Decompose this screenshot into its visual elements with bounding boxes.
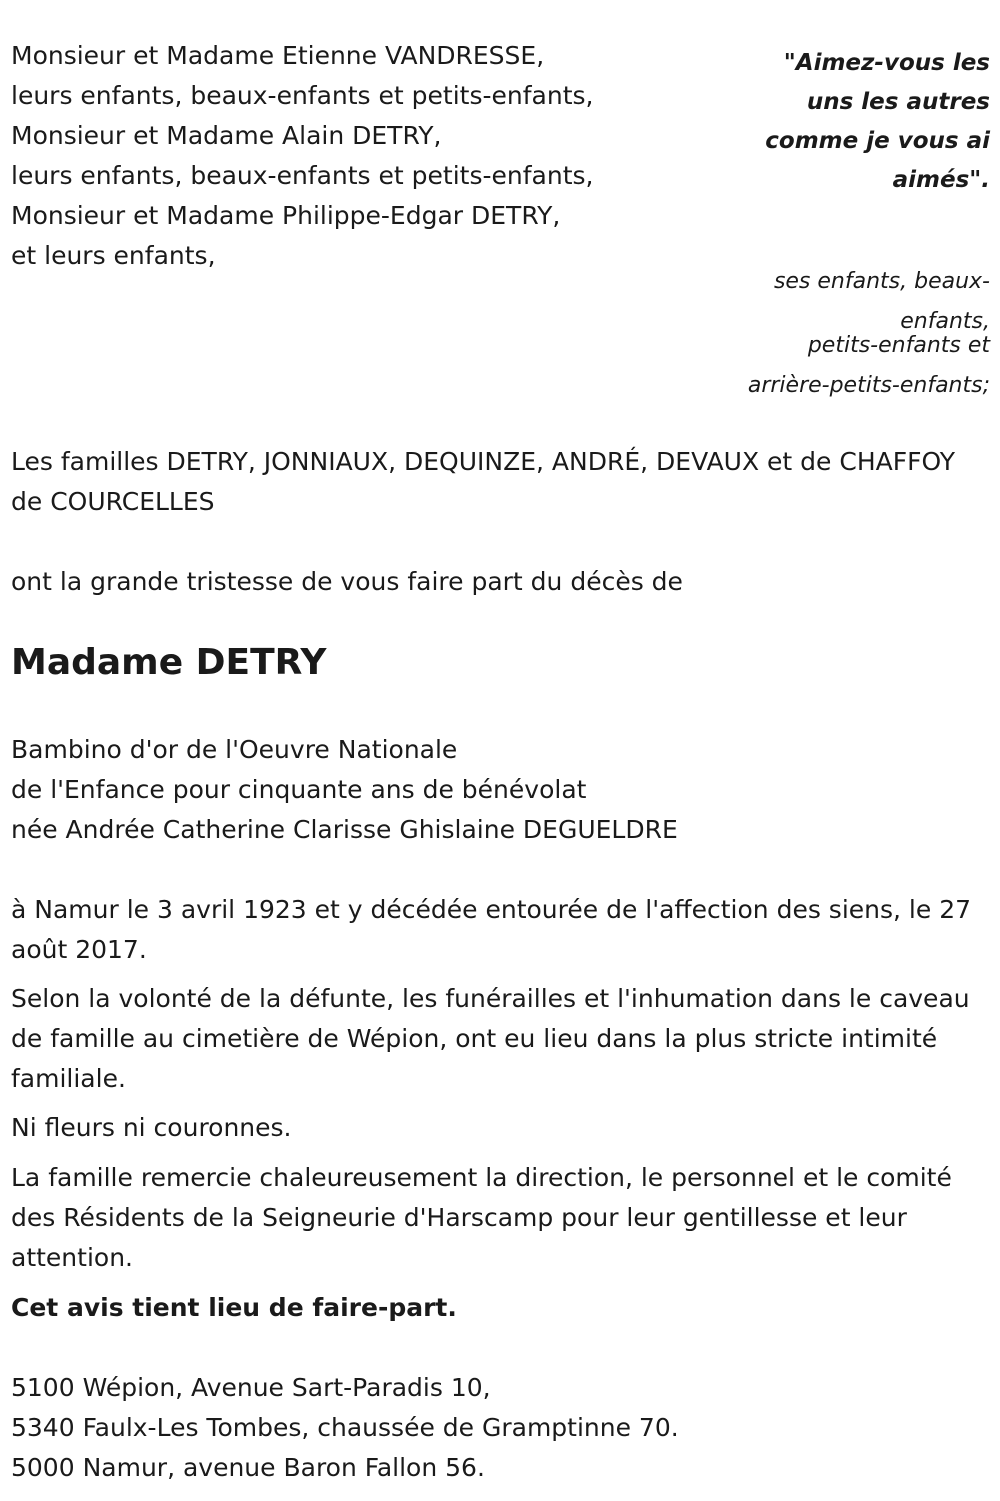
family-line: et leurs enfants,	[11, 241, 216, 270]
extended-families: Les familles DETRY, JONNIAUX, DEQUINZE, ANDRÉ, DEVAUX et de CHAFFOY de COURCELLES	[11, 447, 956, 516]
bible-quote: "Aimez-vous les uns les autres comme je vous ai aimés".	[765, 50, 990, 193]
address-line: 5340 Faulx-Les Tombes, chaussée de Gramptinne 70.	[11, 1413, 679, 1442]
addresses-list	[11, 1368, 991, 1488]
bio-line: Bambino d'or de l'Oeuvre Nationale	[11, 735, 458, 764]
bio-line: née Andrée Catherine Clarisse Ghislaine DEGUELDRE	[11, 815, 678, 844]
families-list	[11, 36, 711, 276]
address-line: 5100 Wépion, Avenue Sart-Paradis 10,	[11, 1373, 491, 1402]
address-line: 5000 Namur, avenue Baron Fallon 56.	[11, 1453, 485, 1482]
notice-statement: Cet avis tient lieu de faire-part.	[11, 1293, 457, 1322]
family-line: leurs enfants, beaux-enfants et petits-enfants,	[11, 161, 594, 190]
relatives-line-2: petits-enfants et arrière-petits-enfants;	[747, 333, 990, 398]
funeral-wishes: Selon la volonté de la défunte, les funérailles et l'inhumation dans le caveau de famille au cimetière de Wépion, ont eu lieu dans la plus stricte intimité familiale.	[11, 984, 970, 1093]
birth-death-dates: à Namur le 3 avril 1923 et y décédée entourée de l'affection des siens, le 27 août 2017.	[11, 895, 972, 964]
family-line: Monsieur et Madame Philippe-Edgar DETRY,	[11, 201, 561, 230]
thanks-message: La famille remercie chaleureusement la direction, le personnel et le comité des Résidents de la Seigneurie d'Harscamp pour leur gentillesse et leur attention.	[11, 1163, 952, 1272]
family-line: Monsieur et Madame Alain DETRY,	[11, 121, 442, 150]
relatives-note	[740, 262, 990, 406]
no-flowers-note: Ni fleurs ni couronnes.	[11, 1113, 292, 1142]
family-line: leurs enfants, beaux-enfants et petits-enfants,	[11, 81, 594, 110]
family-line: Monsieur et Madame Etienne VANDRESSE,	[11, 41, 545, 70]
announcement-intro: ont la grande tristesse de vous faire part du décès de	[11, 567, 683, 596]
biography	[11, 730, 991, 850]
bio-line: de l'Enfance pour cinquante ans de bénévolat	[11, 775, 587, 804]
relatives-line-1: ses enfants, beaux-enfants,	[773, 269, 990, 334]
deceased-name: Madame DETRY	[11, 642, 327, 683]
